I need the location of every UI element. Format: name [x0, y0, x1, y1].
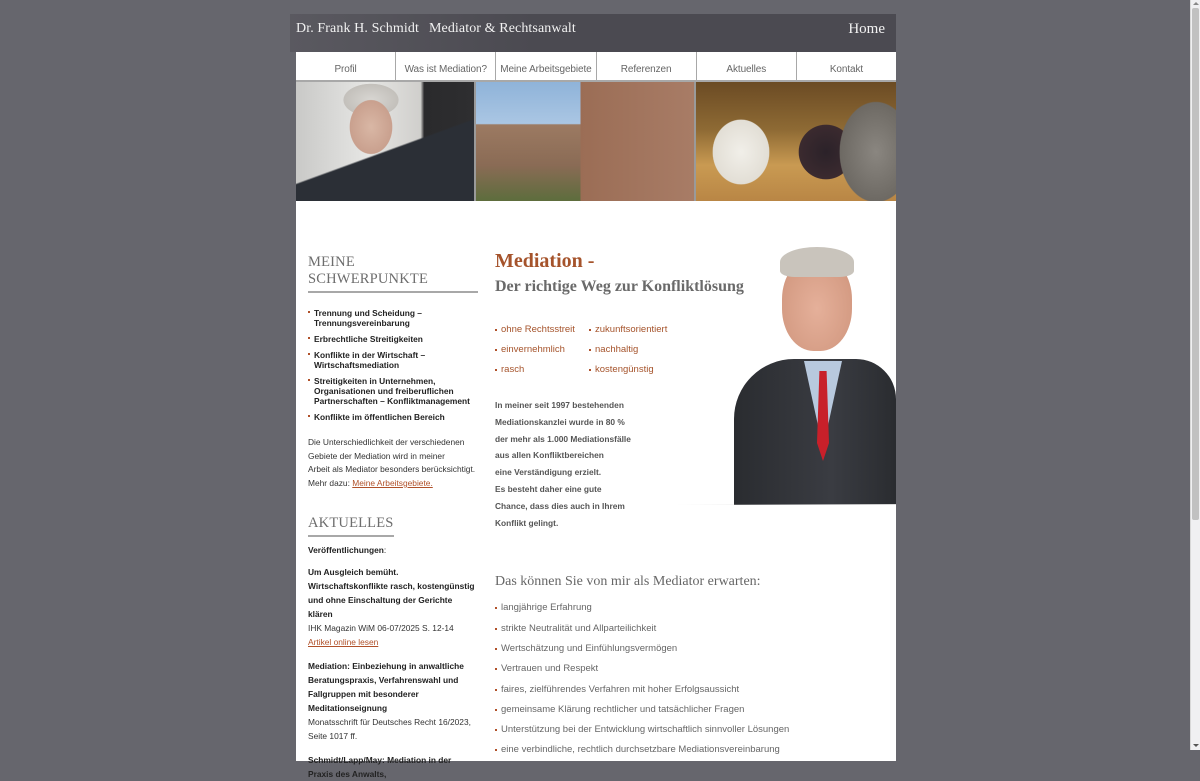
portrait-shadow-line: [676, 504, 896, 505]
nav-item-aktuelles[interactable]: Aktuelles: [697, 52, 797, 80]
focus-item[interactable]: Streitigkeiten in Unternehmen, Organisationen und freiberuflichen Partnerschaften – Konfliktmanagement: [308, 376, 478, 406]
expectation-item: Wertschätzung und Einfühlungsvermögen: [495, 639, 895, 659]
publication-item: [308, 659, 478, 743]
intro-line: der mehr als 1.000 Mediationsfälle: [495, 433, 631, 444]
scroll-up-arrow-icon[interactable]: [1193, 2, 1199, 5]
expectation-item: langjährige Erfahrung: [495, 598, 895, 618]
keyword-grid: [495, 323, 775, 377]
main-nav: [296, 52, 896, 82]
home-link[interactable]: Home: [848, 21, 885, 37]
nav-item-referenzen[interactable]: Referenzen: [597, 52, 697, 80]
expectation-item: eine verbindliche, rechtlich durchsetzbare Mediationsvereinbarung: [495, 740, 895, 760]
publication-item: [308, 753, 478, 781]
focus-item[interactable]: Trennung und Scheidung – Trennungsvereinbarung: [308, 308, 478, 328]
site-subtitle: Mediator & Rechtsanwalt: [428, 21, 576, 36]
content-area: [296, 201, 896, 780]
publication-title: Um Ausgleich bemüht. Wirtschaftskonflikte rasch, kostengünstig und ohne Einschaltung der Gerichte klären: [308, 567, 475, 620]
description-line: Arbeit als Mediator besonders berücksichtigt.: [308, 464, 476, 475]
intro-line: Es besteht daher eine gute: [495, 483, 602, 494]
mediator-portrait-image: [734, 243, 896, 505]
expectation-item: strikte Neutralität und Allparteilichkeit: [495, 619, 895, 639]
expectations-heading: Das können Sie von mir als Mediator erwarten:: [495, 574, 761, 590]
focus-heading: MEINE SCHWERPUNKTE: [308, 254, 478, 293]
focus-item[interactable]: Erbrechtliche Streitigkeiten: [308, 334, 478, 344]
expectation-item: Unterstützung bei der Entwicklung wirtschaftlich sinnvoller Lösungen: [495, 720, 895, 740]
keyword: zukunftsorientiert: [589, 323, 689, 337]
expectation-item: gemeinsame Klärung rechtlicher und tatsächlicher Fragen: [495, 700, 895, 720]
publications-label: [308, 545, 478, 555]
main-subtitle: Der richtige Weg zur Konfliktlösung: [495, 278, 744, 295]
scroll-down-arrow-icon[interactable]: [1193, 744, 1199, 747]
focus-item[interactable]: Konflikte in der Wirtschaft – Wirtschaftsmediation: [308, 350, 478, 370]
main-title: Mediation -: [495, 250, 595, 272]
focus-item[interactable]: Konflikte im öffentlichen Bereich: [308, 412, 478, 422]
arbeitsgebiete-link[interactable]: Meine Arbeitsgebiete.: [352, 477, 433, 488]
nav-item-was-ist-mediation[interactable]: Was ist Mediation?: [396, 52, 496, 80]
nav-item-profil[interactable]: Profil: [296, 52, 396, 80]
intro-line: aus allen Konfliktbereichen: [495, 450, 604, 461]
site-title[interactable]: [296, 21, 576, 37]
sidebar: [308, 254, 478, 781]
keyword: nachhaltig: [589, 343, 689, 357]
description-line: Gebiete der Mediation wird in meiner: [308, 450, 445, 461]
publication-item: [308, 565, 478, 649]
intro-line: Chance, dass dies auch in Ihrem: [495, 500, 625, 511]
intro-line: eine Verständigung erzielt.: [495, 467, 602, 478]
more-line: [308, 477, 478, 491]
expectation-item: faires, zielführendes Verfahren mit hoher Erfolgsaussicht: [495, 680, 895, 700]
keyword: rasch: [495, 363, 589, 377]
banner-meeting-image: [696, 82, 896, 201]
keyword: kostengünstig: [589, 363, 689, 377]
keyword: einvernehmlich: [495, 343, 589, 357]
banner-portrait-image: [296, 82, 474, 201]
intro-line: Mediationskanzlei wurde in 80 %: [495, 416, 625, 427]
news-heading: AKTUELLES: [308, 515, 394, 537]
vertical-scrollbar[interactable]: [1190, 0, 1200, 750]
scroll-thumb[interactable]: [1192, 8, 1199, 520]
focus-description: [308, 436, 478, 490]
portrait-hair: [780, 247, 854, 277]
intro-line: Konflikt gelingt.: [495, 517, 559, 528]
intro-line: In meiner seit 1997 bestehenden: [495, 400, 624, 410]
intro-paragraph: [495, 397, 775, 531]
nav-item-arbeitsgebiete[interactable]: Meine Arbeitsgebiete: [496, 52, 596, 80]
article-online-link[interactable]: Artikel online lesen: [308, 637, 379, 648]
publications-colon: :: [383, 545, 387, 556]
publication-source: Monatsschrift für Deutsches Recht 16/2023, Seite 1017 ff.: [308, 717, 471, 742]
publication-title: Mediation: Einbeziehung in anwaltliche Beratungspraxis, Verfahrenswahl und Fallgruppen mit besonderer Meditationseignung: [308, 661, 464, 714]
keyword: ohne Rechtsstreit: [495, 323, 589, 337]
publication-title: Schmidt/Lapp/May: Mediation in der Praxis des Anwalts,: [308, 755, 452, 780]
expectations-list: [495, 598, 895, 760]
expectation-item: Vertrauen und Respekt: [495, 659, 895, 679]
banner-city-image: [476, 82, 694, 201]
nav-item-kontakt[interactable]: Kontakt: [829, 64, 864, 75]
publications-label-text: Veröffentlichungen: [308, 545, 384, 556]
banner-images: [296, 82, 896, 201]
description-line: Die Unterschiedlichkeit der verschiedenen: [308, 437, 465, 447]
focus-list: [308, 308, 478, 422]
publication-source: IHK Magazin WiM 06-07/2025 S. 12-14: [308, 623, 454, 634]
site-owner-name: Dr. Frank H. Schmidt: [296, 21, 419, 36]
more-prefix: Mehr dazu:: [308, 477, 353, 488]
